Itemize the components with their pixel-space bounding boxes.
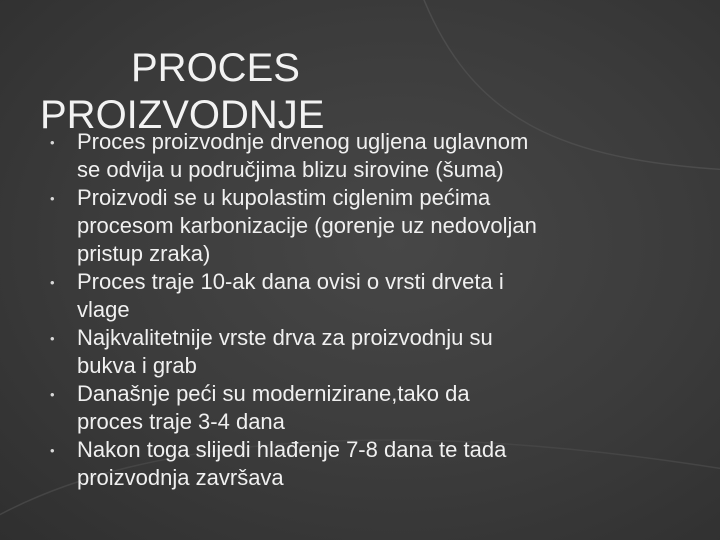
bullet-dot-icon: • bbox=[50, 135, 55, 150]
bullet-text-line: Proces traje 10-ak dana ovisi o vrsti drveta i bbox=[77, 269, 504, 294]
bullet-dot-icon: • bbox=[50, 331, 55, 346]
bullet-item bbox=[50, 380, 670, 436]
bullet-text-line: procesom karbonizacije (gorenje uz nedovoljan bbox=[77, 213, 537, 238]
bullet-text-line: Današnje peći su modernizirane,tako da bbox=[77, 381, 470, 406]
slide-title-line-2: PROIZVODNJE bbox=[40, 92, 325, 137]
bullet-text-line: pristup zraka) bbox=[77, 241, 211, 266]
slide-title-line-1: PROCES bbox=[131, 45, 300, 90]
bullet-dot-icon: • bbox=[50, 387, 55, 402]
bullet-list bbox=[50, 128, 670, 492]
bullet-item bbox=[50, 324, 670, 380]
bullet-dot-icon: • bbox=[50, 275, 55, 290]
bullet-item bbox=[50, 436, 670, 492]
bullet-text-line: Najkvalitetnije vrste drva za proizvodnju su bbox=[77, 325, 493, 350]
bullet-text-line: bukva i grab bbox=[77, 353, 197, 378]
bullet-text-line: Nakon toga slijedi hlađenje 7-8 dana te tada bbox=[77, 437, 507, 462]
bullet-item bbox=[50, 184, 670, 268]
bullet-item bbox=[50, 128, 670, 184]
bullet-text-line: vlage bbox=[77, 297, 130, 322]
bullet-text-line: Proces proizvodnje drvenog ugljena uglavnom bbox=[77, 129, 529, 154]
bullet-text-line: se odvija u područjima blizu sirovine (šuma) bbox=[77, 157, 504, 182]
bullet-item bbox=[50, 268, 670, 324]
bullet-dot-icon: • bbox=[50, 443, 55, 458]
bullet-text-line: proizvodnja završava bbox=[77, 465, 284, 490]
bullet-text-line: Proizvodi se u kupolastim ciglenim pećima bbox=[77, 185, 491, 210]
bullet-text-line: proces traje 3-4 dana bbox=[77, 409, 285, 434]
slide-title bbox=[40, 45, 460, 139]
bullet-dot-icon: • bbox=[50, 191, 55, 206]
